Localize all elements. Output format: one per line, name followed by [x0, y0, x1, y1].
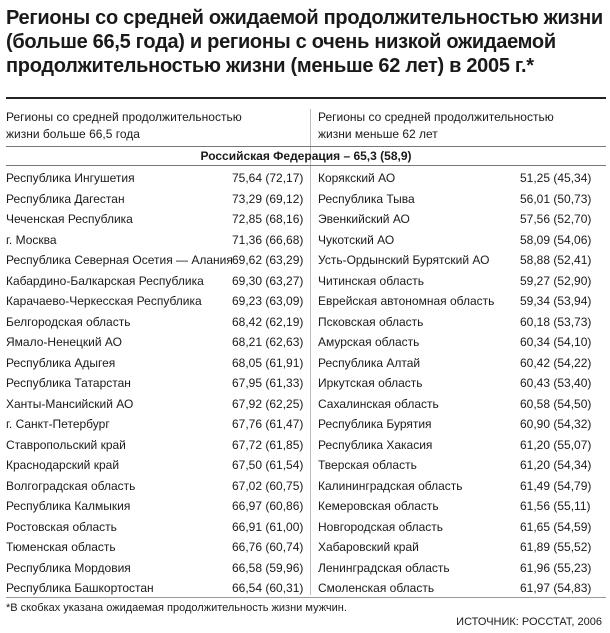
table-row [6, 414, 606, 435]
title-line-2: (больше 66,5 года) и регионы с очень низкой ожидаемой [6, 31, 556, 53]
right-region-value: 61,20 (55,07) [520, 437, 592, 452]
left-region-name: Кабардино-Балкарская Республика [6, 273, 204, 288]
right-region-value: 51,25 (45,34) [520, 171, 592, 185]
right-region-name: Усть-Ордынский Бурятский АО [318, 253, 490, 267]
left-region-value: 67,50 (61,54) [232, 458, 304, 472]
right-region-value: 61,89 (55,52) [520, 540, 592, 554]
left-header-line-1: Регионы со средней продолжительностью [6, 110, 242, 124]
table-row [6, 455, 606, 476]
table-row [6, 168, 606, 189]
left-region-name: Ставропольский край [6, 437, 126, 452]
right-region-name: Корякский АО [318, 171, 396, 185]
left-region-value: 67,02 (60,75) [232, 478, 304, 493]
russia-average: Российская Федерация – 65,3 (58,9) [200, 149, 412, 163]
title-line-3: продолжительностью жизни (меньше 62 лет) в 2005 г.* [6, 55, 534, 77]
left-region-name: Карачаево-Черкесская Республика [6, 294, 202, 308]
right-region-value: 61,97 (54,83) [520, 581, 592, 595]
table-row [6, 558, 606, 579]
table-row [6, 189, 606, 210]
left-region-name: Чеченская Республика [6, 212, 133, 226]
left-region-name: Краснодарский край [6, 458, 120, 472]
right-region-name: Еврейская автономная область [318, 294, 495, 308]
right-region-name: Ленинградская область [318, 560, 450, 575]
left-region-value: 66,58 (59,96) [232, 560, 304, 575]
right-header-line-1: Регионы со средней продолжительностью [318, 110, 554, 124]
left-region-value: 73,29 (69,12) [232, 191, 304, 206]
table-row [6, 353, 606, 374]
right-region-value: 60,90 (54,32) [520, 417, 592, 431]
divider [6, 165, 606, 166]
left-region-name: Республика Адыгея [6, 355, 116, 370]
left-region-name: г. Москва [6, 232, 57, 247]
table-row [6, 373, 606, 394]
right-region-value: 58,09 (54,06) [520, 232, 592, 247]
right-region-name: Кемеровская область [318, 499, 439, 513]
right-region-name: Смоленская область [318, 581, 435, 595]
table-row [6, 332, 606, 353]
right-region-value: 59,34 (53,94) [520, 294, 592, 308]
right-region-value: 60,42 (54,22) [520, 355, 592, 370]
right-region-name: Республика Тыва [318, 191, 415, 206]
left-region-value: 68,42 (62,19) [232, 314, 304, 329]
table-row [6, 476, 606, 497]
left-header-line-2: жизни больше 66,5 года [6, 127, 140, 141]
table-row [6, 517, 606, 538]
left-region-value: 72,85 (68,16) [232, 212, 304, 226]
right-region-name: Новгородская область [318, 519, 444, 534]
title-line-1: Регионы со средней ожидаемой продолжительностью жизни [6, 7, 603, 29]
left-region-value: 67,76 (61,47) [232, 417, 304, 431]
table-row [6, 271, 606, 292]
left-region-value: 67,72 (61,85) [232, 437, 304, 452]
table-row [6, 435, 606, 456]
table-row [6, 312, 606, 333]
left-region-value: 67,92 (62,25) [232, 396, 304, 411]
right-region-value: 59,27 (52,90) [520, 273, 592, 288]
table-row [6, 578, 606, 599]
left-column-header [6, 109, 242, 143]
right-region-value: 56,01 (50,73) [520, 191, 592, 206]
left-region-value: 69,23 (63,09) [232, 294, 304, 308]
left-region-name: Республика Ингушетия [6, 171, 135, 185]
left-region-value: 69,30 (63,27) [232, 273, 304, 288]
left-region-name: Ханты-Мансийский АО [6, 396, 134, 411]
right-region-name: Калининградская область [318, 478, 463, 493]
left-region-name: г. Санкт-Петербург [6, 417, 110, 431]
right-region-name: Республика Хакасия [318, 437, 433, 452]
source-credit: ИСТОЧНИК: РОССТАТ, 2006 [456, 616, 602, 628]
right-region-name: Республика Алтай [318, 355, 421, 370]
left-region-name: Республика Башкортостан [6, 581, 154, 595]
table-row [6, 496, 606, 517]
right-region-name: Эвенкийский АО [318, 212, 410, 226]
left-region-value: 66,76 (60,74) [232, 540, 304, 554]
left-region-value: 75,64 (72,17) [232, 171, 304, 185]
regions-table [6, 168, 606, 599]
left-region-value: 71,36 (66,68) [232, 232, 304, 247]
right-region-name: Читинская область [318, 273, 424, 288]
table-row [6, 537, 606, 558]
right-region-value: 60,34 (54,10) [520, 335, 592, 349]
left-region-value: 66,54 (60,31) [232, 581, 304, 595]
left-region-name: Республика Северная Осетия — Алания [6, 253, 233, 267]
right-region-name: Тверская область [318, 458, 417, 472]
right-region-name: Иркутская область [318, 376, 423, 390]
right-region-value: 58,88 (52,41) [520, 253, 592, 267]
right-region-value: 57,56 (52,70) [520, 212, 592, 226]
left-region-name: Республика Татарстан [6, 376, 131, 390]
right-region-name: Сахалинская область [318, 396, 439, 411]
right-region-value: 61,49 (54,79) [520, 478, 592, 493]
left-region-value: 69,62 (63,29) [232, 253, 304, 267]
left-region-name: Республика Мордовия [6, 560, 131, 575]
right-region-name: Чукотский АО [318, 232, 395, 247]
right-region-value: 60,18 (53,73) [520, 314, 592, 329]
footer-rule [6, 597, 606, 598]
right-region-name: Псковская область [318, 314, 424, 329]
table-row [6, 250, 606, 271]
top-rule [6, 97, 606, 99]
left-region-name: Белгородская область [6, 314, 131, 329]
right-column-header [318, 109, 554, 143]
left-region-value: 66,97 (60,86) [232, 499, 304, 513]
left-region-value: 67,95 (61,33) [232, 376, 304, 390]
table-row [6, 291, 606, 312]
divider [6, 146, 606, 147]
table-row [6, 394, 606, 415]
left-region-name: Ростовская область [6, 519, 117, 534]
left-region-name: Ямало-Ненецкий АО [6, 335, 122, 349]
right-region-name: Амурская область [318, 335, 420, 349]
left-region-name: Республика Калмыкия [6, 499, 131, 513]
right-header-line-2: жизни меньше 62 лет [318, 127, 438, 141]
right-region-value: 61,65 (54,59) [520, 519, 592, 534]
left-region-value: 68,21 (62,63) [232, 335, 304, 349]
right-region-value: 60,43 (53,40) [520, 376, 592, 390]
table-row [6, 209, 606, 230]
left-region-name: Республика Дагестан [6, 191, 125, 206]
left-region-value: 68,05 (61,91) [232, 355, 304, 370]
table-row [6, 230, 606, 251]
right-region-value: 60,58 (54,50) [520, 396, 592, 411]
footnote: *В скобках указана ожидаемая продолжительность жизни мужчин. [6, 602, 347, 614]
left-region-value: 66,91 (61,00) [232, 519, 304, 534]
right-region-value: 61,20 (54,34) [520, 458, 592, 472]
right-region-name: Республика Бурятия [318, 417, 432, 431]
left-region-name: Тюменская область [6, 540, 116, 554]
left-region-name: Волгоградская область [6, 478, 136, 493]
table-title [6, 6, 604, 78]
right-region-value: 61,96 (55,23) [520, 560, 592, 575]
right-region-value: 61,56 (55,11) [520, 499, 591, 513]
right-region-name: Хабаровский край [318, 540, 419, 554]
